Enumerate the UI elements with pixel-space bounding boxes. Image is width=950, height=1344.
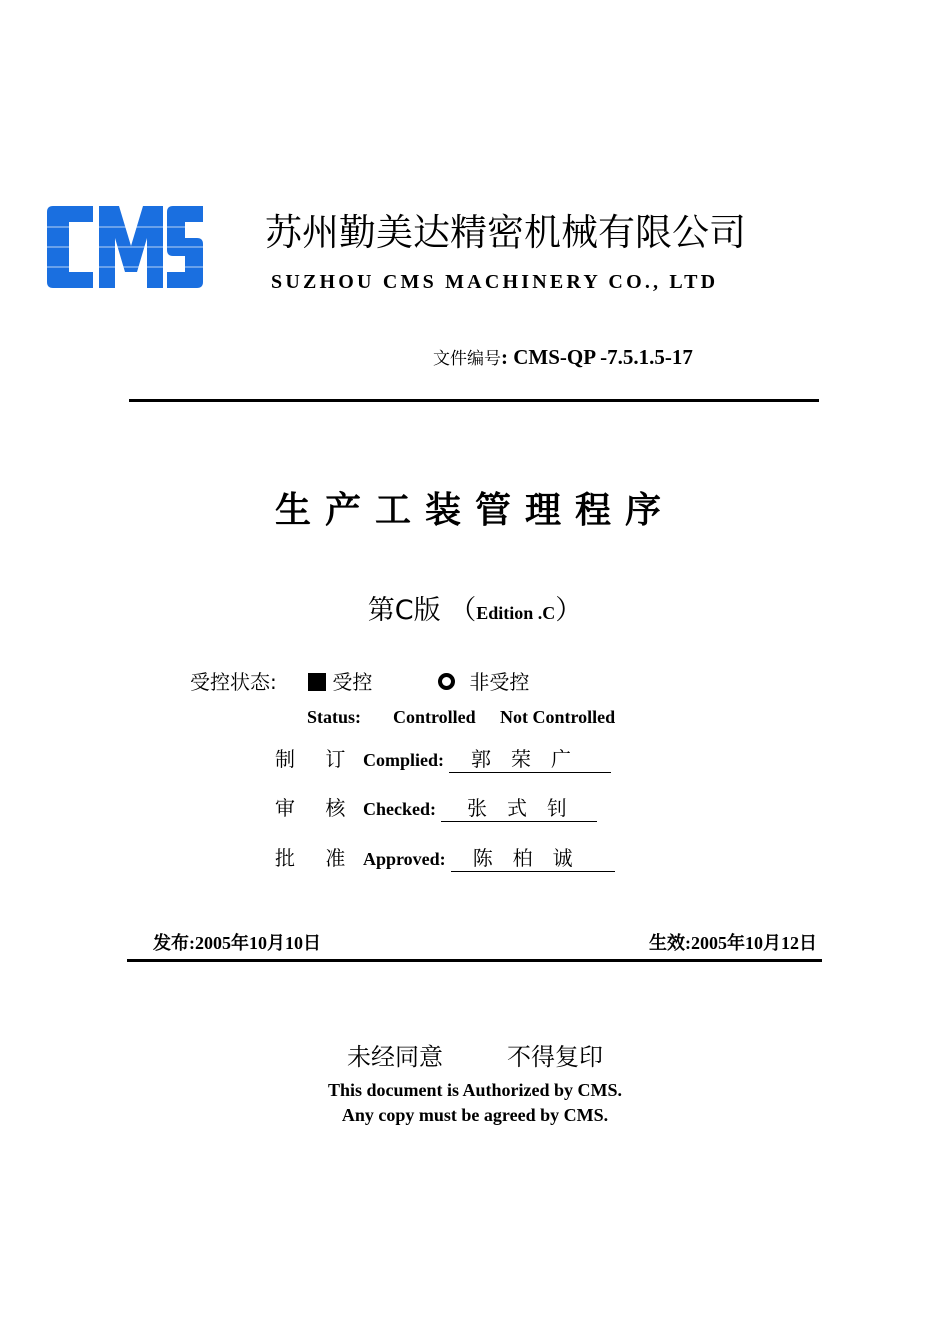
signature-name: 陈 柏 诚: [451, 842, 615, 872]
document-number-value: : CMS-QP -7.5.1.5-17: [501, 345, 693, 369]
copy-notice-en-line2: Any copy must be agreed by CMS.: [341, 1105, 609, 1125]
status-label-cn: 受控状态:: [190, 670, 277, 694]
document-number: [433, 344, 693, 370]
signature-approved: [275, 842, 615, 872]
signature-role-cn: 批 准: [275, 846, 346, 870]
footer-divider: [127, 959, 822, 962]
document-number-label: 文件编号: [433, 349, 501, 369]
issue-date: 发布:2005年10月10日: [153, 933, 321, 953]
status-not-controlled-en: Not Controlled: [500, 707, 616, 727]
company-name-cn: 苏州勤美达精密机械有限公司: [265, 211, 746, 254]
signature-complied: [275, 743, 611, 773]
status-not-controlled-cn: 非受控: [469, 670, 530, 694]
status-controlled-cn: 受控: [332, 670, 373, 694]
signature-role-cn: 审 核: [275, 796, 346, 820]
signature-role-en: Approved:: [363, 849, 446, 869]
edition-line: [0, 588, 950, 627]
edition-cn: 第C版 （: [367, 595, 477, 626]
status-not-controlled-option[interactable]: [438, 666, 529, 695]
edition-close: ）: [555, 595, 583, 626]
radio-circle-icon: [438, 673, 455, 690]
status-label-en: Status:: [307, 707, 362, 727]
signature-role-en: Checked:: [363, 799, 436, 819]
copy-notice-en-line1: This document is Authorized by CMS.: [327, 1080, 623, 1100]
copy-notice-cn-right: 不得复印: [507, 1043, 603, 1071]
company-name-en: SUZHOU CMS MACHINERY CO., LTD: [271, 271, 719, 293]
signature-role-cn: 制 订: [275, 747, 346, 771]
checked-square-icon: [308, 673, 326, 691]
edition-en: Edition .C: [476, 603, 556, 623]
effective-date: 生效:2005年10月12日: [649, 933, 817, 953]
signature-name: 张 式 钊: [441, 792, 597, 822]
copy-notice-cn-left: 未经同意: [347, 1043, 443, 1071]
header-divider: [129, 399, 819, 402]
document-title: 生产工装管理程序: [274, 490, 675, 531]
status-controlled-en: Controlled: [393, 707, 476, 727]
signature-checked: [275, 792, 597, 822]
cms-logo: [45, 202, 205, 292]
signature-name: 郭 荣 广: [449, 743, 611, 773]
copy-notice-cn: [0, 1037, 950, 1072]
status-controlled-option[interactable]: [308, 666, 372, 695]
signature-role-en: Complied:: [363, 750, 444, 770]
